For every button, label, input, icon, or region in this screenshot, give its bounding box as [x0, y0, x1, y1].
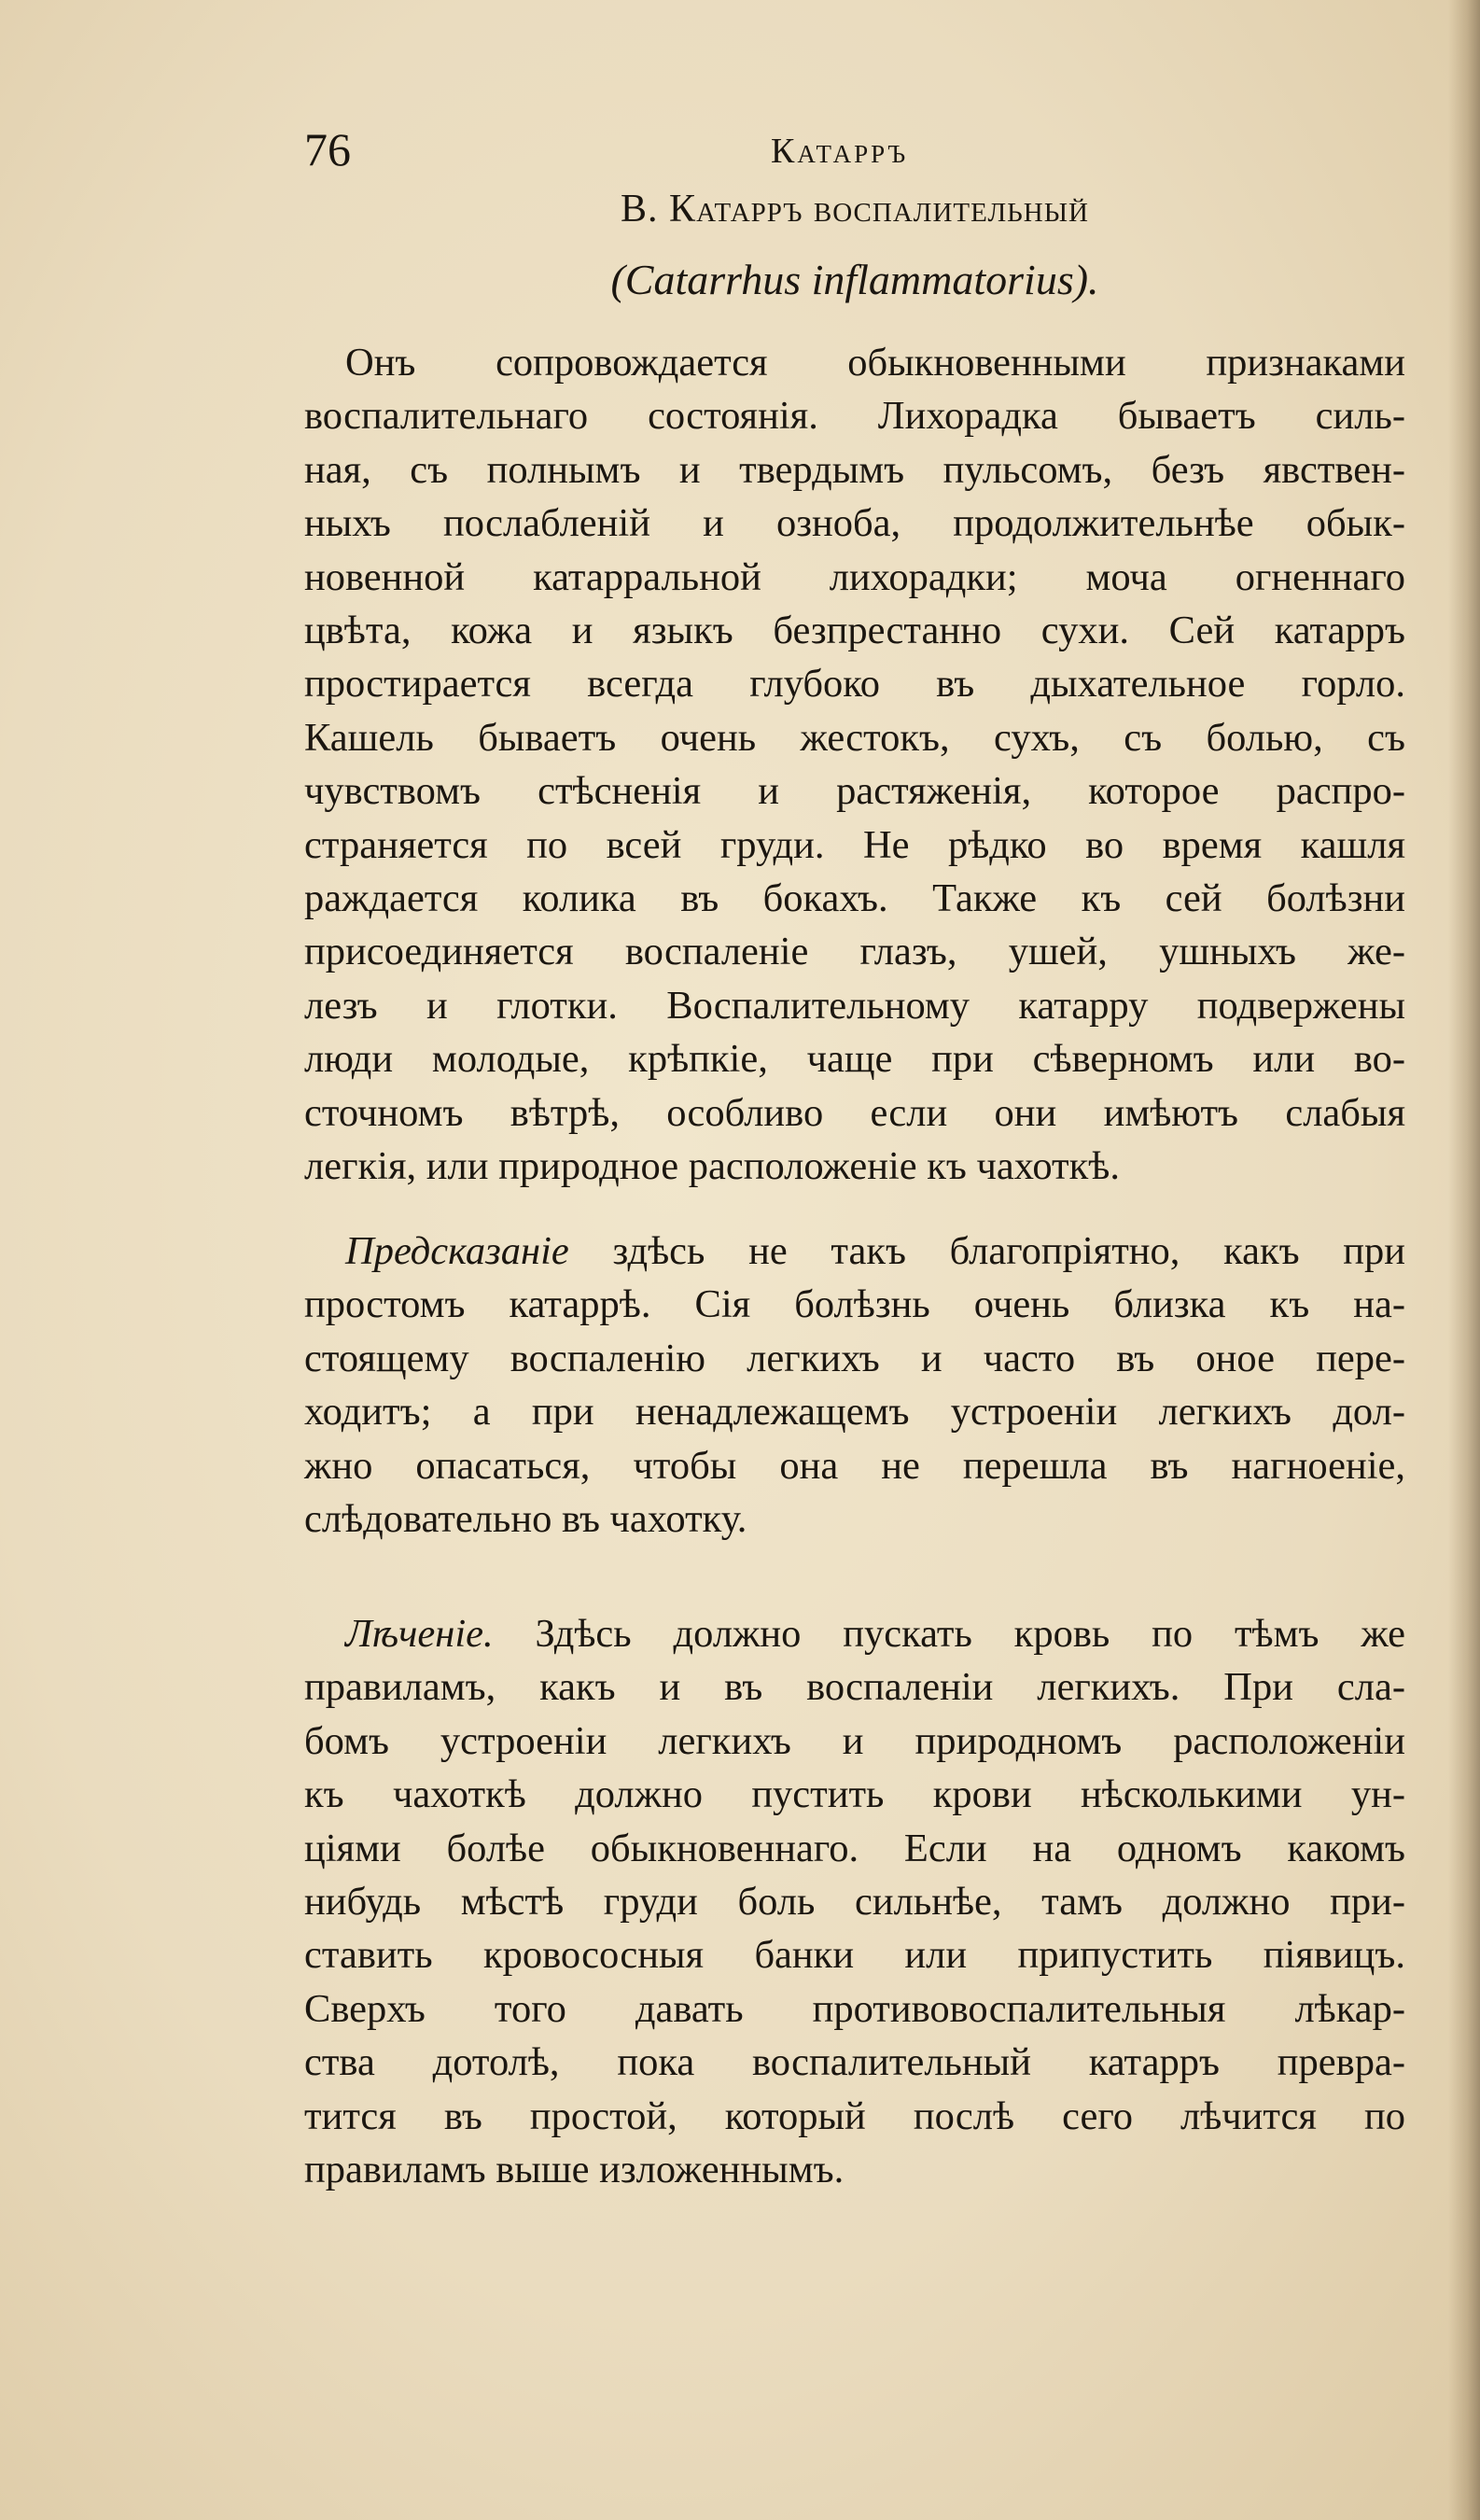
text-line: присоединяется воспаленіе глазъ, ушей, ушныхъ же-: [304, 930, 1405, 974]
text-line: простомъ катаррѣ. Сія болѣзнь очень близка къ на-: [304, 1282, 1405, 1327]
page-edge-shadow: [1448, 0, 1480, 2520]
text-line: [304, 1607, 1405, 1660]
text-line: Кашель бываетъ очень жестокъ, сухъ, съ болью, съ: [304, 715, 1405, 760]
text-line: легкія, или природное расположеніе къ чахоткѣ.: [304, 1144, 1120, 1189]
text-line: страняется по всей груди. Не рѣдко во время кашля: [304, 822, 1405, 867]
running-head: Катарръ: [771, 132, 909, 171]
text-line: ціями болѣе обыкновеннаго. Если на одномъ какомъ: [304, 1826, 1405, 1870]
text-run: здѣсь не такъ благопріятно, какъ при: [568, 1229, 1405, 1273]
text-line: лезъ и глотки. Воспалительному катарру подвержены: [304, 983, 1405, 1028]
text-line: нибудь мѣстѣ груди боль сильнѣе, тамъ должно при-: [304, 1880, 1405, 1925]
text-line: бомъ устроеніи легкихъ и природномъ расположеніи: [304, 1718, 1405, 1763]
text-line: простирается всегда глубоко въ дыхательное горло.: [304, 662, 1405, 707]
text-line: раждается колика въ бокахъ. Также къ сей болѣзни: [304, 876, 1405, 921]
text-line: новенной катарральной лихорадки; моча огненнаго: [304, 554, 1405, 599]
text-line: ства дотолѣ, пока воспалительный катарръ превра-: [304, 2040, 1405, 2085]
text-line: стоящему воспаленію легкихъ и часто въ оное пере-: [304, 1336, 1405, 1380]
text-line: правиламъ, какъ и въ воспаленіи легкихъ. При сла-: [304, 1665, 1405, 1710]
text-line: Сверхъ того давать противовоспалительныя лѣкар-: [304, 1986, 1405, 2031]
text-line: ная, съ полнымъ и твердымъ пульсомъ, безъ явствен-: [304, 447, 1405, 492]
text-line: Онъ сопровождается обыкновенными признаками: [345, 341, 1405, 385]
text-run: Здѣсь должно пускать кровь по тѣмъ же: [493, 1612, 1405, 1656]
text-line: къ чахоткѣ должно пустить крови нѣсколькими ун-: [304, 1772, 1405, 1817]
text-line: тится въ простой, который послѣ сего лѣчится по: [304, 2093, 1405, 2138]
text-line: слѣдовательно въ чахотку.: [304, 1497, 747, 1542]
paragraph-prognosis: [304, 1225, 1405, 1546]
text-line: чувствомъ стѣсненія и растяженія, которое распро-: [304, 769, 1405, 814]
text-line: воспалительнаго состоянія. Лихорадка бываетъ силь-: [304, 394, 1405, 439]
text-line: ставить кровососныя банки или припустить піявицъ.: [304, 1933, 1405, 1978]
text-line: ходитъ; а при ненадлежащемъ устроеніи легкихъ дол-: [304, 1390, 1405, 1435]
text-line: жно опасаться, чтобы она не перешла въ нагноеніе,: [304, 1443, 1405, 1488]
prognosis-heading: Предсказаніе: [345, 1229, 569, 1273]
text-line: сточномъ вѣтрѣ, особливо если они имѣютъ слабыя: [304, 1090, 1405, 1135]
text-line: люди молодые, крѣпкіе, чаще при сѣверномъ или во-: [304, 1037, 1405, 1082]
treatment-heading: Лѣченіе.: [345, 1612, 494, 1656]
page-number: 76: [304, 123, 351, 175]
latin-title: (Catarrhus inflammatorius).: [610, 256, 1099, 303]
page-header: [304, 121, 1405, 177]
text-line: [304, 1225, 1405, 1278]
text-line: правиламъ выше изложеннымъ.: [304, 2148, 845, 2192]
text-line: цвѣта, кожа и языкъ безпрестанно сухи. Сей катарръ: [304, 609, 1405, 653]
paragraph-symptoms: [304, 336, 1405, 1194]
text-line: ныхъ послабленій и озноба, продолжительнѣе обык-: [304, 501, 1405, 546]
section-title: В. Катарръ воспалительный: [621, 188, 1089, 231]
paragraph-treatment: [304, 1607, 1405, 2196]
